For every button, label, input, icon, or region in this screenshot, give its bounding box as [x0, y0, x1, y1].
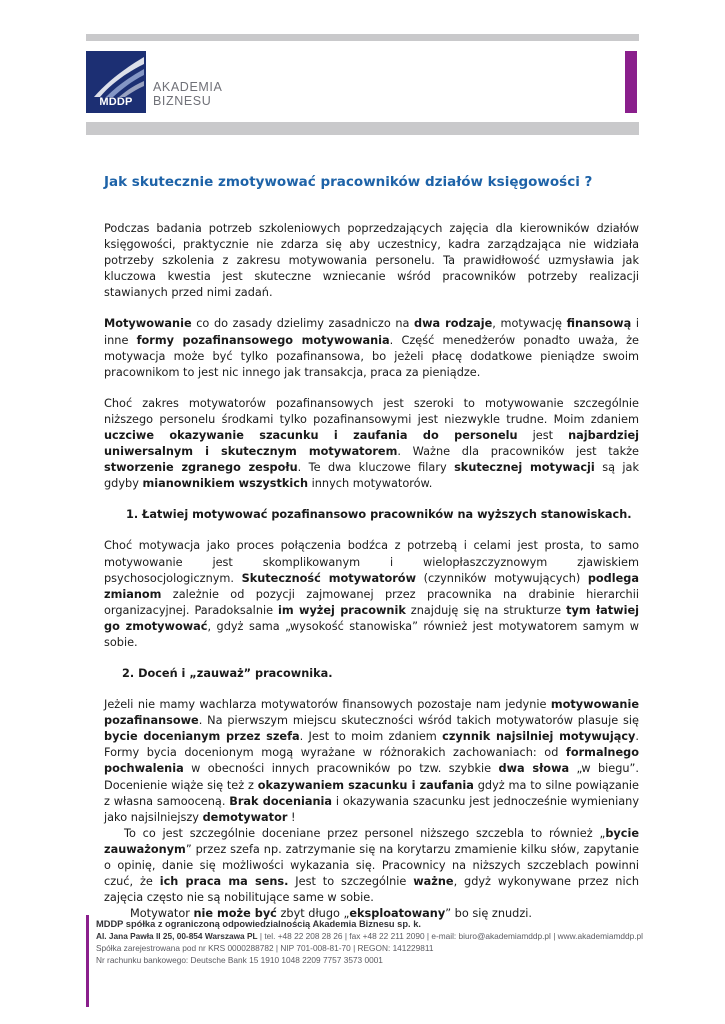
footer-registration: Spółka zarejestrowana pod nr KRS 0000288782 | NIP 701-008-81-70 | REGON: 141229811	[96, 943, 434, 953]
text-run: w obecności innych pracowników po tzw. szybkie	[183, 762, 499, 776]
emphasis-text: formy pozafinansowego motywowania	[136, 333, 390, 347]
paragraph-being-noticed	[104, 826, 639, 906]
text-run: Choć zakres motywatorów pozafinansowych jest szeroki to motywowanie szczególnie niższego personelu środkami tylko pozafinansowymi jest niezwykle trudne. Moim zdaniem	[104, 396, 639, 426]
text-run: znajduję się na strukturze	[405, 603, 567, 617]
text-run: Choć motywacja jako proces połączenia bodźca z potrzebą i celami jest prosta, to samo motywowanie jest skomplikowanym i wielopłaszczyznowym zjawiskiem psychosocjologicznym.	[104, 539, 639, 585]
emphasis-text: stworzenie zgranego zespołu	[104, 461, 298, 475]
text-run: . Część menedżerów ponadto uważa, że motywacja może być tylko pozafinansowa, bo jeżeli płacę dodatkowe pieniądze swoim pracownikom to jest nic innego jak transakcja, praca za pieniądze.	[104, 333, 639, 379]
emphasis-text: finansową	[566, 317, 632, 331]
text-run: , gdyż wykonywane przez nich zajęcia często nie są nobilitujące same w sobie.	[104, 875, 639, 905]
footer-address	[96, 930, 676, 942]
emphasis-text: dwa rodzaje	[414, 317, 493, 331]
text-run: , motywację	[492, 317, 567, 331]
emphasis-text: Skuteczność motywatorów	[241, 571, 417, 585]
logo-text: MDDP	[99, 96, 133, 108]
text-run: To co jest szczególnie doceniane przez personel niższego szczebla to również „	[124, 826, 606, 840]
paragraph-intro: Podczas badania potrzeb szkoleniowych poprzedzających zajęcia dla kierowników działów księgowości, praktycznie nie zdarza się aby uczestnicy, kadra zarządzająca nie widziała potrzeby szkolenia z zakresu motywowania personelu. Ta prawidłowość uzmysławia jak kluczowa kwestia jest skuteczne wzniecanie wśród pracowników potrzeby realizacji stawianych przed nimi zadań.	[104, 222, 639, 300]
emphasis-text: mianownikiem wszystkich	[142, 477, 309, 491]
brand-line-2: BIZNESU	[153, 94, 212, 108]
emphasis-text: eksploatowany	[349, 907, 446, 921]
footer	[96, 918, 676, 966]
emphasis-text: Brak doceniania	[229, 794, 333, 808]
emphasis-text: ważne	[413, 875, 454, 889]
paragraph-hierarchy	[104, 538, 639, 651]
text-run: „w biegu”. Docenienie wiąże się też z	[104, 762, 639, 792]
section-heading-1: 1. Łatwiej motywować pozafinansowo pracowników na wyższych stanowiskach.	[126, 508, 632, 522]
text-run: zależnie od pozycji zajmowanej przez pracownika na drabinie hierarchii organizacyjnej. Paradoksalnie	[104, 587, 639, 617]
text-run: . Jest to moim zdaniem	[299, 730, 443, 744]
text-run: zbyt długo „	[276, 907, 350, 921]
text-run: . Ważne dla pracowników jest także	[397, 445, 639, 459]
text-run: jest	[517, 429, 569, 443]
emphasis-text: bycie docenianym przez szefa	[104, 730, 300, 744]
emphasis-text: demotywator	[202, 810, 288, 824]
text-run: i inne	[104, 317, 639, 347]
text-run: ” przez szefa np. zatrzymanie się na korytarzu zmamienie kilku słów, zapytanie o opinię, danie się możliwości wykazania się. Pracownicy na niższych szczeblach powinni czuć, że	[104, 842, 639, 889]
paragraph-motivation-types	[104, 316, 639, 380]
emphasis-text: im wyżej pracownik	[278, 603, 406, 617]
text-run: Jeżeli nie mamy wachlarza motywatorów finansowych pozostaje nam jedynie	[104, 698, 551, 712]
footer-bank-account: Nr rachunku bankowego: Deutsche Bank 15 1910 1048 2209 7757 3573 0001	[96, 955, 383, 965]
text-run: są jak gdyby	[104, 461, 640, 491]
emphasis-text: dwa słowa	[498, 762, 570, 776]
text-run: , gdyż sama „wysokość stanowiska” również jest motywatorem samym w sobie.	[104, 619, 639, 649]
article-body	[104, 221, 639, 922]
text-run: Motywator	[130, 907, 194, 921]
emphasis-text: ich praca ma sens.	[159, 875, 289, 889]
text-run: . Te dwa kluczowe filary	[297, 461, 455, 475]
text-run: . Formy bycia docenionym mogą wyrażane w różnorakich zachowaniach: od	[104, 730, 639, 760]
emphasis-text: nie może być	[193, 907, 277, 921]
footer-contact: | tel. +48 22 208 28 26 | fax +48 22 211 2090 | e-mail: biuro@akademiamddp.pl | www.akademiamddp.pl	[257, 931, 643, 941]
emphasis-text: bycie zauważonym	[104, 826, 639, 856]
footer-accent-line	[86, 915, 89, 1007]
emphasis-text: najbardziej uniwersalnym i skutecznym motywatorem	[104, 429, 639, 459]
brand-line-1: AKADEMIA	[153, 80, 223, 94]
section-heading-2: 2. Doceń i „zauważ” pracownika.	[122, 667, 333, 681]
emphasis-text: uczciwe okazywanie szacunku i zaufania do personelu	[104, 429, 518, 443]
emphasis-text: podlega zmianom	[104, 571, 640, 601]
emphasis-text: czynnik najsilniej motywujący	[442, 730, 636, 744]
emphasis-text: skutecznej motywacji	[454, 461, 595, 475]
emphasis-text: motywowanie pozafinansowe	[104, 698, 639, 728]
text-run: ” bo się znudzi.	[445, 907, 532, 921]
emphasis-text: okazywaniem szacunku i zaufania	[257, 778, 474, 792]
emphasis-text: tym łatwiej go zmotywować	[104, 603, 640, 633]
emphasis-text: formalnego pochwalenia	[104, 746, 639, 776]
text-run: !	[287, 810, 296, 824]
text-run: co do zasady dzielimy zasadniczo na	[191, 317, 415, 331]
header-bottom-bar	[86, 122, 639, 135]
emphasis-text: Motywowanie	[104, 317, 192, 331]
brand-name	[153, 80, 222, 108]
text-run: innych motywatorów.	[308, 477, 433, 491]
text-run: Jest to szczególnie	[288, 875, 414, 889]
footer-address-street: Al. Jana Pawła II 25, 00-854 Warszawa PL	[96, 931, 258, 941]
text-run: i okazywania szacunku jest jednocześnie wymieniany jako najsilniejszy	[104, 794, 640, 824]
footer-company: MDDP spółka z ograniczoną odpowiedzialnością Akademia Biznesu sp. k.	[96, 919, 421, 929]
paragraph-non-financial	[104, 396, 639, 493]
text-run: (czynników motywujących)	[416, 571, 588, 585]
page-title: Jak skutecznie zmotywować pracowników działów księgowości ?	[104, 174, 593, 190]
text-run: gdyż ma to silne powiązanie z własna samooceną.	[104, 778, 639, 808]
header-accent-bar	[625, 51, 637, 113]
paragraph-appreciation	[104, 697, 639, 826]
mddp-logo	[86, 51, 146, 113]
header-top-bar	[86, 34, 639, 41]
text-run: . Na pierwszym miejscu skuteczności wśród takich motywatorów plasuje się	[198, 714, 639, 728]
